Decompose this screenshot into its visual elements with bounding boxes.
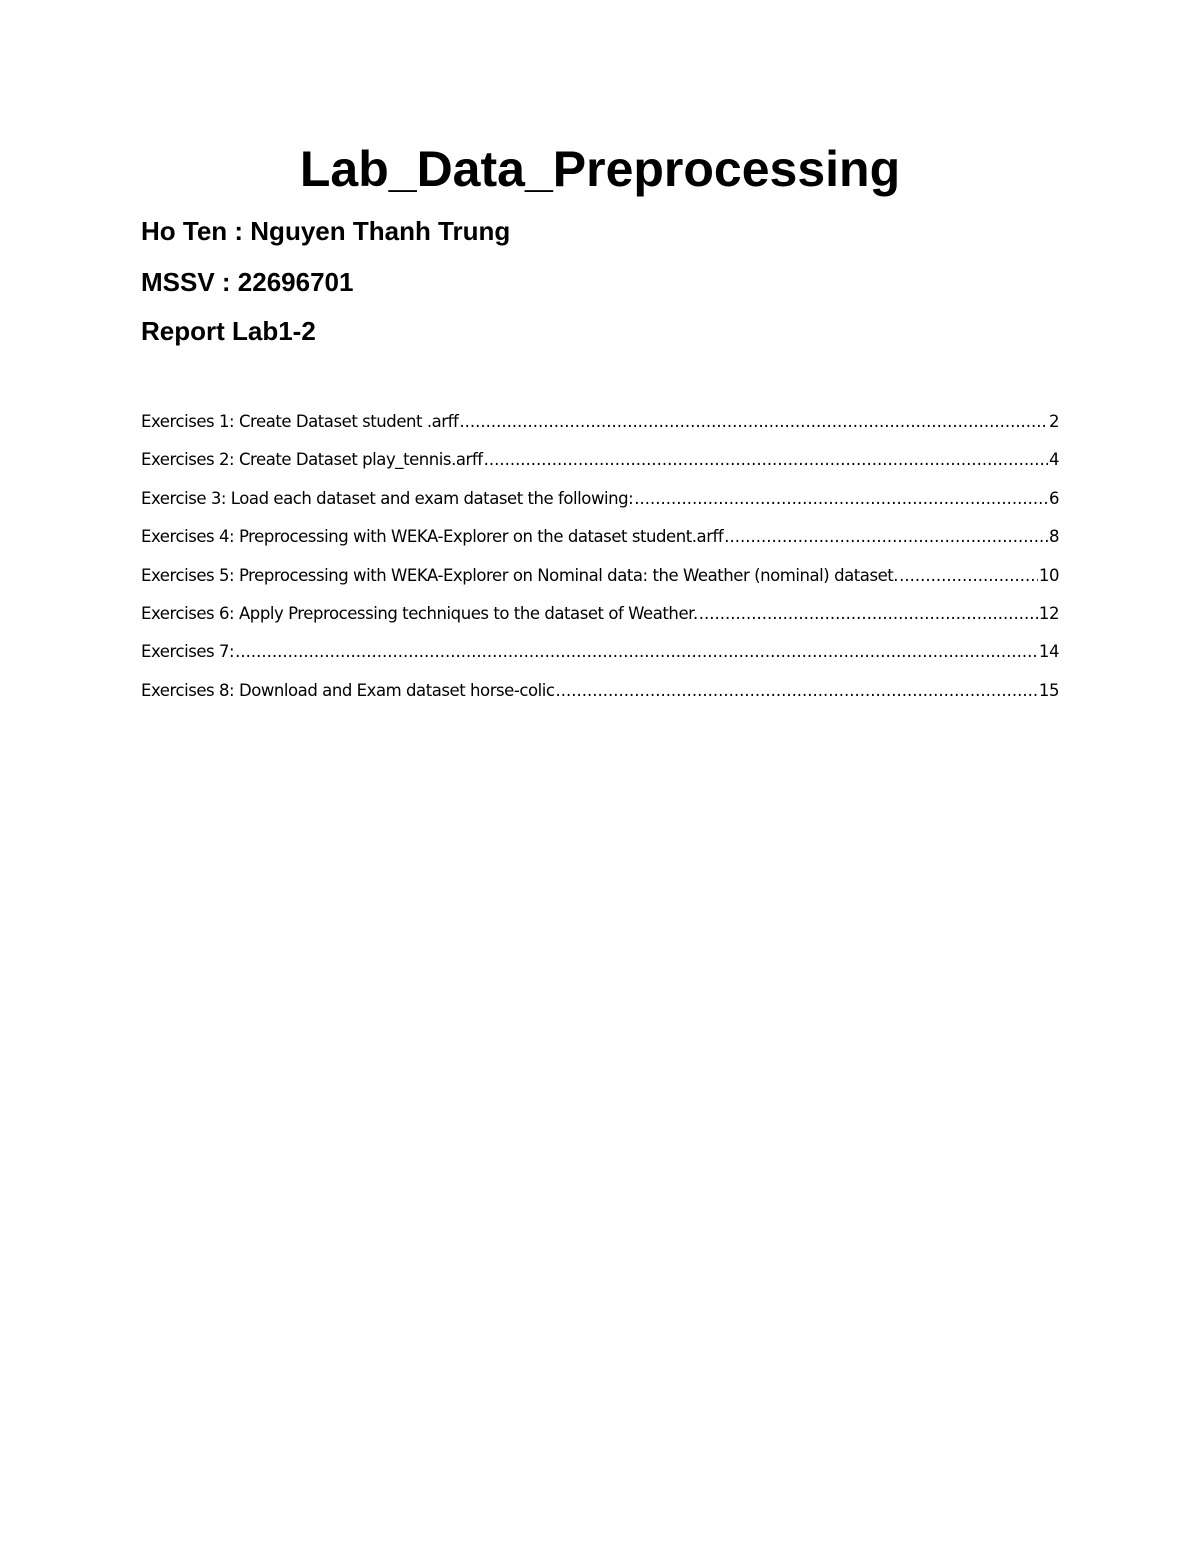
toc-page-number: 8 — [1048, 527, 1059, 547]
document-title: Lab_Data_Preprocessing — [299, 141, 901, 197]
toc-entry-text: Exercises 2: Create Dataset play_tennis.arff — [141, 450, 483, 470]
toc-entry-text: Exercises 1: Create Dataset student .arff — [141, 412, 459, 431]
toc-entry-6[interactable] — [141, 604, 1059, 642]
toc-page-number: 6 — [1048, 488, 1059, 508]
toc-page-number: 10 — [1038, 565, 1059, 585]
toc-dot-leader — [235, 642, 1038, 661]
toc-entry-text: Exercises 6: Apply Preprocessing techniques to the dataset of Weather. — [141, 603, 698, 623]
toc-entry-5[interactable] — [141, 566, 1059, 604]
toc-entry-text: Exercises 4: Preprocessing with WEKA-Explorer on the dataset student.arff — [141, 527, 724, 547]
toc-entry-3[interactable] — [141, 489, 1059, 527]
toc-dot-leader — [699, 604, 1038, 623]
toc-entry-text: Exercises 7: — [141, 642, 235, 662]
student-name: Ho Ten : Nguyen Thanh Trung — [141, 216, 511, 246]
table-of-contents — [141, 412, 1059, 719]
toc-dot-leader — [459, 412, 1048, 431]
toc-page-number: 2 — [1048, 412, 1059, 431]
toc-entry-2[interactable] — [141, 450, 1059, 488]
toc-entry-8[interactable] — [141, 681, 1059, 719]
toc-dot-leader — [634, 489, 1048, 508]
toc-entry-4[interactable] — [141, 527, 1059, 565]
toc-dot-leader — [899, 566, 1038, 585]
report-label: Report Lab1-2 — [141, 316, 316, 346]
toc-page-number: 14 — [1038, 642, 1059, 662]
toc-entry-7[interactable] — [141, 642, 1059, 680]
student-id: MSSV : 22696701 — [141, 267, 354, 297]
toc-entry-text: Exercise 3: Load each dataset and exam dataset the following: — [141, 488, 634, 508]
toc-dot-leader — [724, 527, 1048, 546]
toc-dot-leader — [484, 450, 1048, 469]
toc-entry-text: Exercises 8: Download and Exam dataset horse-colic — [141, 680, 555, 700]
toc-page-number: 12 — [1038, 603, 1059, 623]
toc-entry-text: Exercises 5: Preprocessing with WEKA-Explorer on Nominal data: the Weather (nominal) dataset. — [141, 565, 899, 585]
toc-page-number: 4 — [1048, 450, 1059, 470]
toc-entry-1[interactable] — [141, 412, 1059, 450]
toc-page-number: 15 — [1038, 680, 1059, 700]
toc-dot-leader — [556, 681, 1038, 700]
